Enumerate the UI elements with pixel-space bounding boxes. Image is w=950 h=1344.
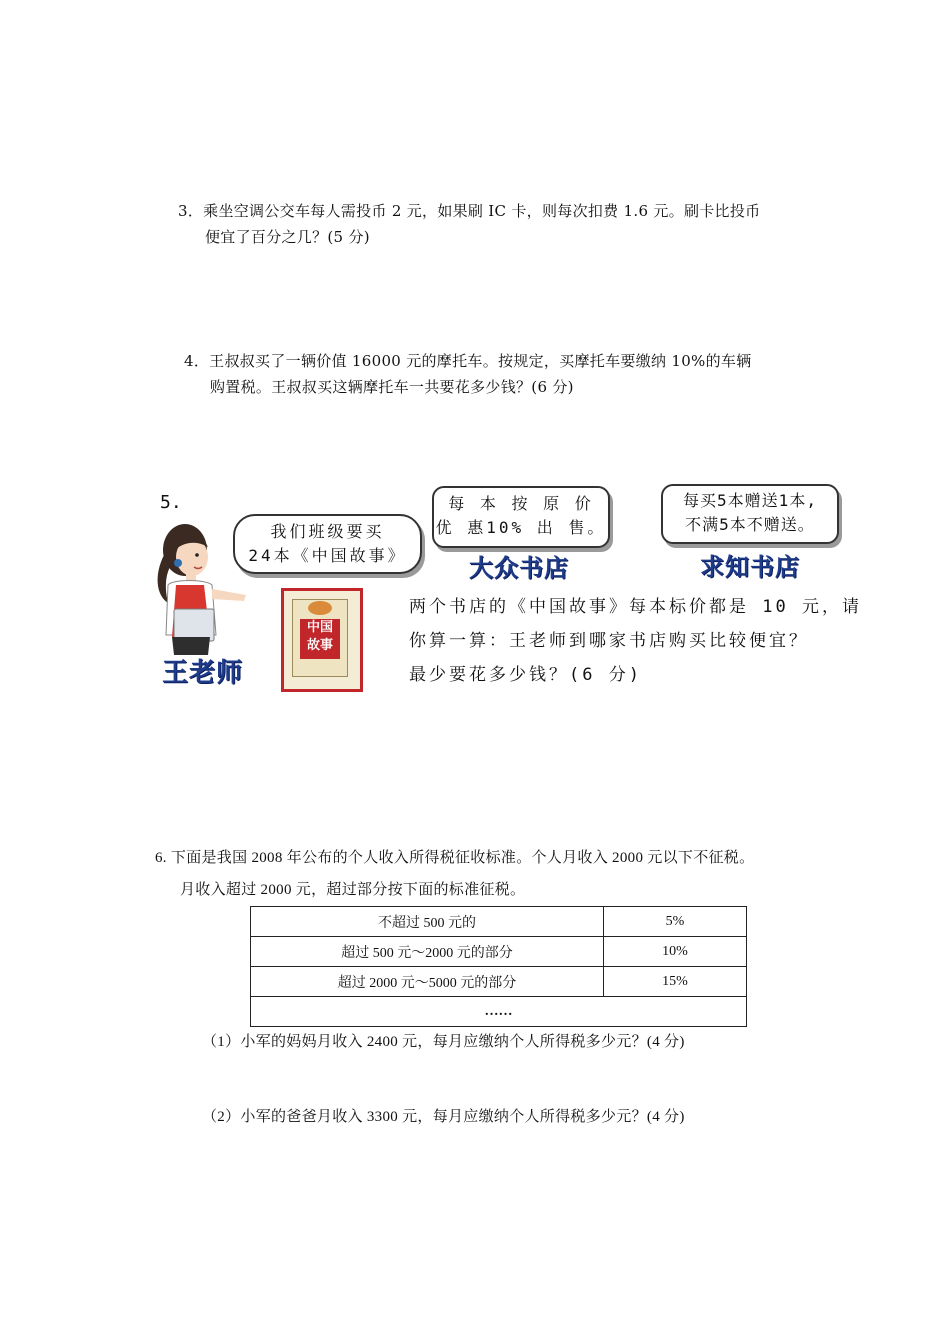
table-cell-rate: 5% — [604, 907, 747, 937]
store2-name: 求知书店 — [700, 553, 800, 581]
tax-table — [250, 906, 747, 1027]
q5-number: 5. — [160, 492, 182, 513]
teacher-speech-bubble — [233, 514, 422, 574]
book-title-line1: 中国 — [306, 620, 333, 635]
store1-name: 大众书店 — [469, 554, 569, 582]
book-cover — [281, 588, 363, 692]
teacher-bubble-line2: 24本《中国故事》 — [248, 546, 407, 565]
q6-sub1: （1）小军的妈妈月收入 2400 元，每月应缴纳个人所得税多少元？(4 分) — [202, 1034, 685, 1050]
book-title-line2: 故事 — [306, 638, 333, 653]
store2-bubble — [661, 484, 839, 544]
q4-line2: 购置税。王叔叔买这辆摩托车一共要花多少钱？(6 分) — [210, 378, 574, 396]
table-cell-rate: 15% — [604, 967, 747, 997]
store1-bubble-line2: 优 惠10% 出 售。 — [435, 518, 607, 537]
store1-bubble-line1: 每 本 按 原 价 — [448, 494, 594, 513]
q3-line1: 3．乘坐空调公交车每人需投币 2 元，如果刷 IC 卡，则每次扣费 1.6 元。刷卡比投币 — [178, 202, 761, 220]
table-row — [251, 907, 747, 937]
table-row — [251, 997, 747, 1027]
q4-line1: 4．王叔叔买了一辆价值 16000 元的摩托车。按规定，买摩托车要缴纳 10%的车辆 — [184, 352, 752, 370]
q3-line2: 便宜了百分之几？(5 分) — [205, 228, 370, 246]
q5-question-line1: 两个书店的《中国故事》每本标价都是 10 元，请 — [409, 597, 862, 617]
table-cell-range: 超过 2000 元～5000 元的部分 — [251, 967, 604, 997]
q6-line2: 月收入超过 2000 元，超过部分按下面的标准征税。 — [180, 882, 526, 898]
table-row — [251, 937, 747, 967]
table-cell-range: 不超过 500 元的 — [251, 907, 604, 937]
q5-question-line2: 你算一算：王老师到哪家书店购买比较便宜？ — [409, 631, 809, 651]
table-row — [251, 967, 747, 997]
q6-sub2: （2）小军的爸爸月收入 3300 元，每月应缴纳个人所得税多少元？(4 分) — [202, 1109, 685, 1125]
table-ellipsis: …… — [251, 997, 747, 1027]
store2-bubble-line1: 每买5本赠送1本, — [683, 491, 817, 510]
teacher-bubble-line1: 我们班级要买 — [270, 522, 385, 541]
q6-line1: 6. 下面是我国 2008 年公布的个人收入所得税征收标准。个人月收入 2000 元以下不征税。 — [155, 850, 755, 866]
table-cell-range: 超过 500 元～2000 元的部分 — [251, 937, 604, 967]
teacher-name: 王老师 — [162, 658, 244, 688]
store2-bubble-line2: 不满5本不赠送。 — [685, 515, 815, 534]
store1-bubble — [432, 486, 610, 548]
q5-question-line3: 最少要花多少钱？(6 分) — [409, 665, 642, 685]
table-cell-rate: 10% — [604, 937, 747, 967]
